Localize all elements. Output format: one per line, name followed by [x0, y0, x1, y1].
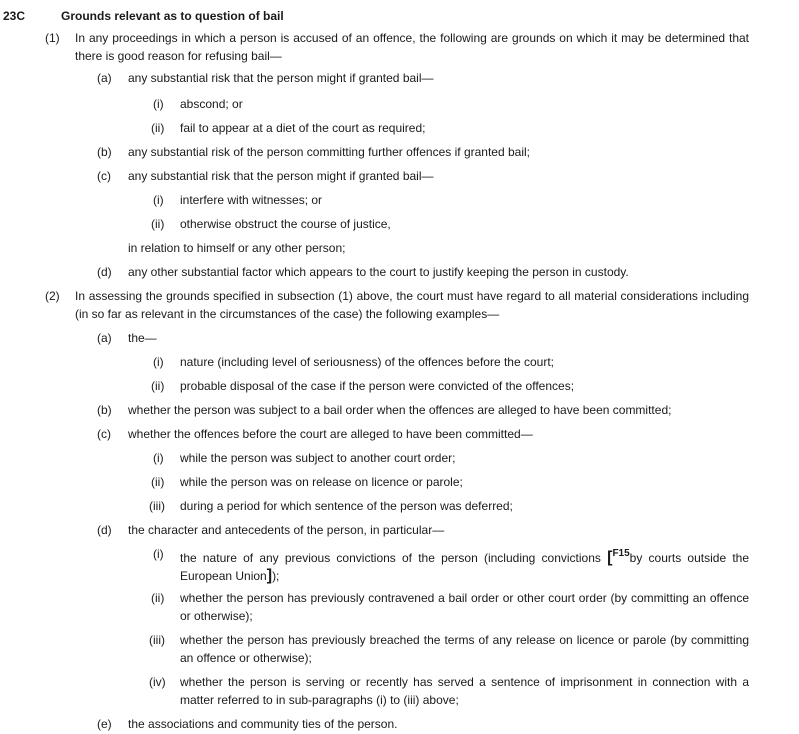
paragraph-1b-text: any substantial risk of the person committing further offences if granted bail;	[128, 145, 530, 159]
subparagraph-2c-ii-label: (ii)	[151, 475, 165, 489]
subparagraph-2c-i-text: while the person was subject to another court order;	[180, 451, 456, 465]
subparagraph-2d-ii-label: (ii)	[151, 591, 165, 605]
paragraph-1c-tail: in relation to himself or any other person;	[128, 241, 346, 255]
paragraph-1a-text: any substantial risk that the person might if granted bail—	[128, 71, 434, 85]
subparagraph-2d-i-label: (i)	[153, 547, 164, 561]
subparagraph-2c-iii-text: during a period for which sentence of the person was deferred;	[180, 499, 513, 513]
paragraph-2e-text: the associations and community ties of the person.	[128, 717, 398, 731]
paragraph-2d-text: the character and antecedents of the person, in particular—	[128, 523, 445, 537]
subparagraph-2a-i-text: nature (including level of seriousness) of the offences before the court;	[180, 355, 554, 369]
paragraph-2c-label: (c)	[97, 427, 111, 441]
subparagraph-2d-iii-label: (iii)	[149, 633, 165, 647]
paragraph-1d-text: any other substantial factor which appears to the court to justify keeping the person in custody.	[128, 265, 629, 279]
subparagraph-1c-ii-label: (ii)	[151, 217, 165, 231]
section-number: 23C	[3, 9, 26, 23]
paragraph-2b-text: whether the person was subject to a bail order when the offences are alleged to have been committed;	[128, 403, 672, 417]
subparagraph-2d-iv-text: whether the person is serving or recently has served a sentence of imprisonment in connection with a matter referred to in sub-paragraphs (i) to (iii) above;	[180, 675, 749, 707]
subparagraph-2d-i-text-before: the nature of any previous convictions of the person (including convictions	[180, 551, 608, 565]
subsection-2-text: In assessing the grounds specified in subsection (1) above, the court must have regard to all material considerations including (in so far as relevant in the circumstances of the case) the following examples—	[75, 289, 749, 321]
paragraph-1a-label: (a)	[97, 71, 112, 85]
subparagraph-1c-i-text: interfere with witnesses; or	[180, 193, 323, 207]
subparagraph-1c-i-label: (i)	[153, 193, 164, 207]
paragraph-2c-text: whether the offences before the court are alleged to have been committed—	[128, 427, 533, 441]
subparagraph-2d-ii-text: whether the person has previously contravened a bail order or other court order (by committing an offence or otherwise);	[180, 591, 749, 623]
subparagraph-2a-i-label: (i)	[153, 355, 164, 369]
subparagraph-1c-ii-text: otherwise obstruct the course of justice,	[180, 217, 391, 231]
subparagraph-2d-iii-text: whether the person has previously breached the terms of any release on licence or parole (by committing an offence or otherwise);	[180, 633, 749, 665]
amendment-close-bracket: ]	[266, 567, 273, 584]
subsection-1-label: (1)	[45, 31, 60, 45]
paragraph-2a-label: (a)	[97, 331, 112, 345]
subparagraph-2d-iv-label: (iv)	[149, 675, 166, 689]
paragraph-1c-text: any substantial risk that the person might if granted bail—	[128, 169, 434, 183]
subparagraph-2d-i-text	[180, 545, 749, 585]
paragraph-2d-label: (d)	[97, 523, 112, 537]
paragraph-1d-label: (d)	[97, 265, 112, 279]
subparagraph-2c-iii-label: (iii)	[149, 499, 165, 513]
paragraph-1b-label: (b)	[97, 145, 112, 159]
amendment-open-bracket: [	[607, 549, 613, 566]
subparagraph-2a-ii-label: (ii)	[151, 379, 165, 393]
subparagraph-1a-ii-text: fail to appear at a diet of the court as required;	[180, 121, 426, 135]
paragraph-1c-label: (c)	[97, 169, 111, 183]
amendment-inserted-text: by courts outside the European Union	[180, 551, 750, 583]
paragraph-2b-label: (b)	[97, 403, 112, 417]
subparagraph-1a-i-label: (i)	[153, 97, 164, 111]
subparagraph-1a-ii-label: (ii)	[151, 121, 165, 135]
subparagraph-2c-ii-text: while the person was on release on licence or parole;	[180, 475, 463, 489]
subparagraph-2c-i-label: (i)	[153, 451, 164, 465]
subsection-1-text: In any proceedings in which a person is accused of an offence, the following are grounds on which it may be determined that there is good reason for refusing bail—	[75, 31, 749, 63]
subsection-2-label: (2)	[45, 289, 60, 303]
section-title: Grounds relevant as to question of bail	[61, 9, 284, 23]
subparagraph-2d-i-text-after: );	[272, 569, 280, 583]
paragraph-2a-text: the—	[128, 331, 157, 345]
subparagraph-2a-ii-text: probable disposal of the case if the person were convicted of the offences;	[180, 379, 575, 393]
paragraph-2e-label: (e)	[97, 717, 112, 731]
amendment-reference-f15[interactable]: F15	[612, 548, 630, 559]
subparagraph-1a-i-text: abscond; or	[180, 97, 243, 111]
